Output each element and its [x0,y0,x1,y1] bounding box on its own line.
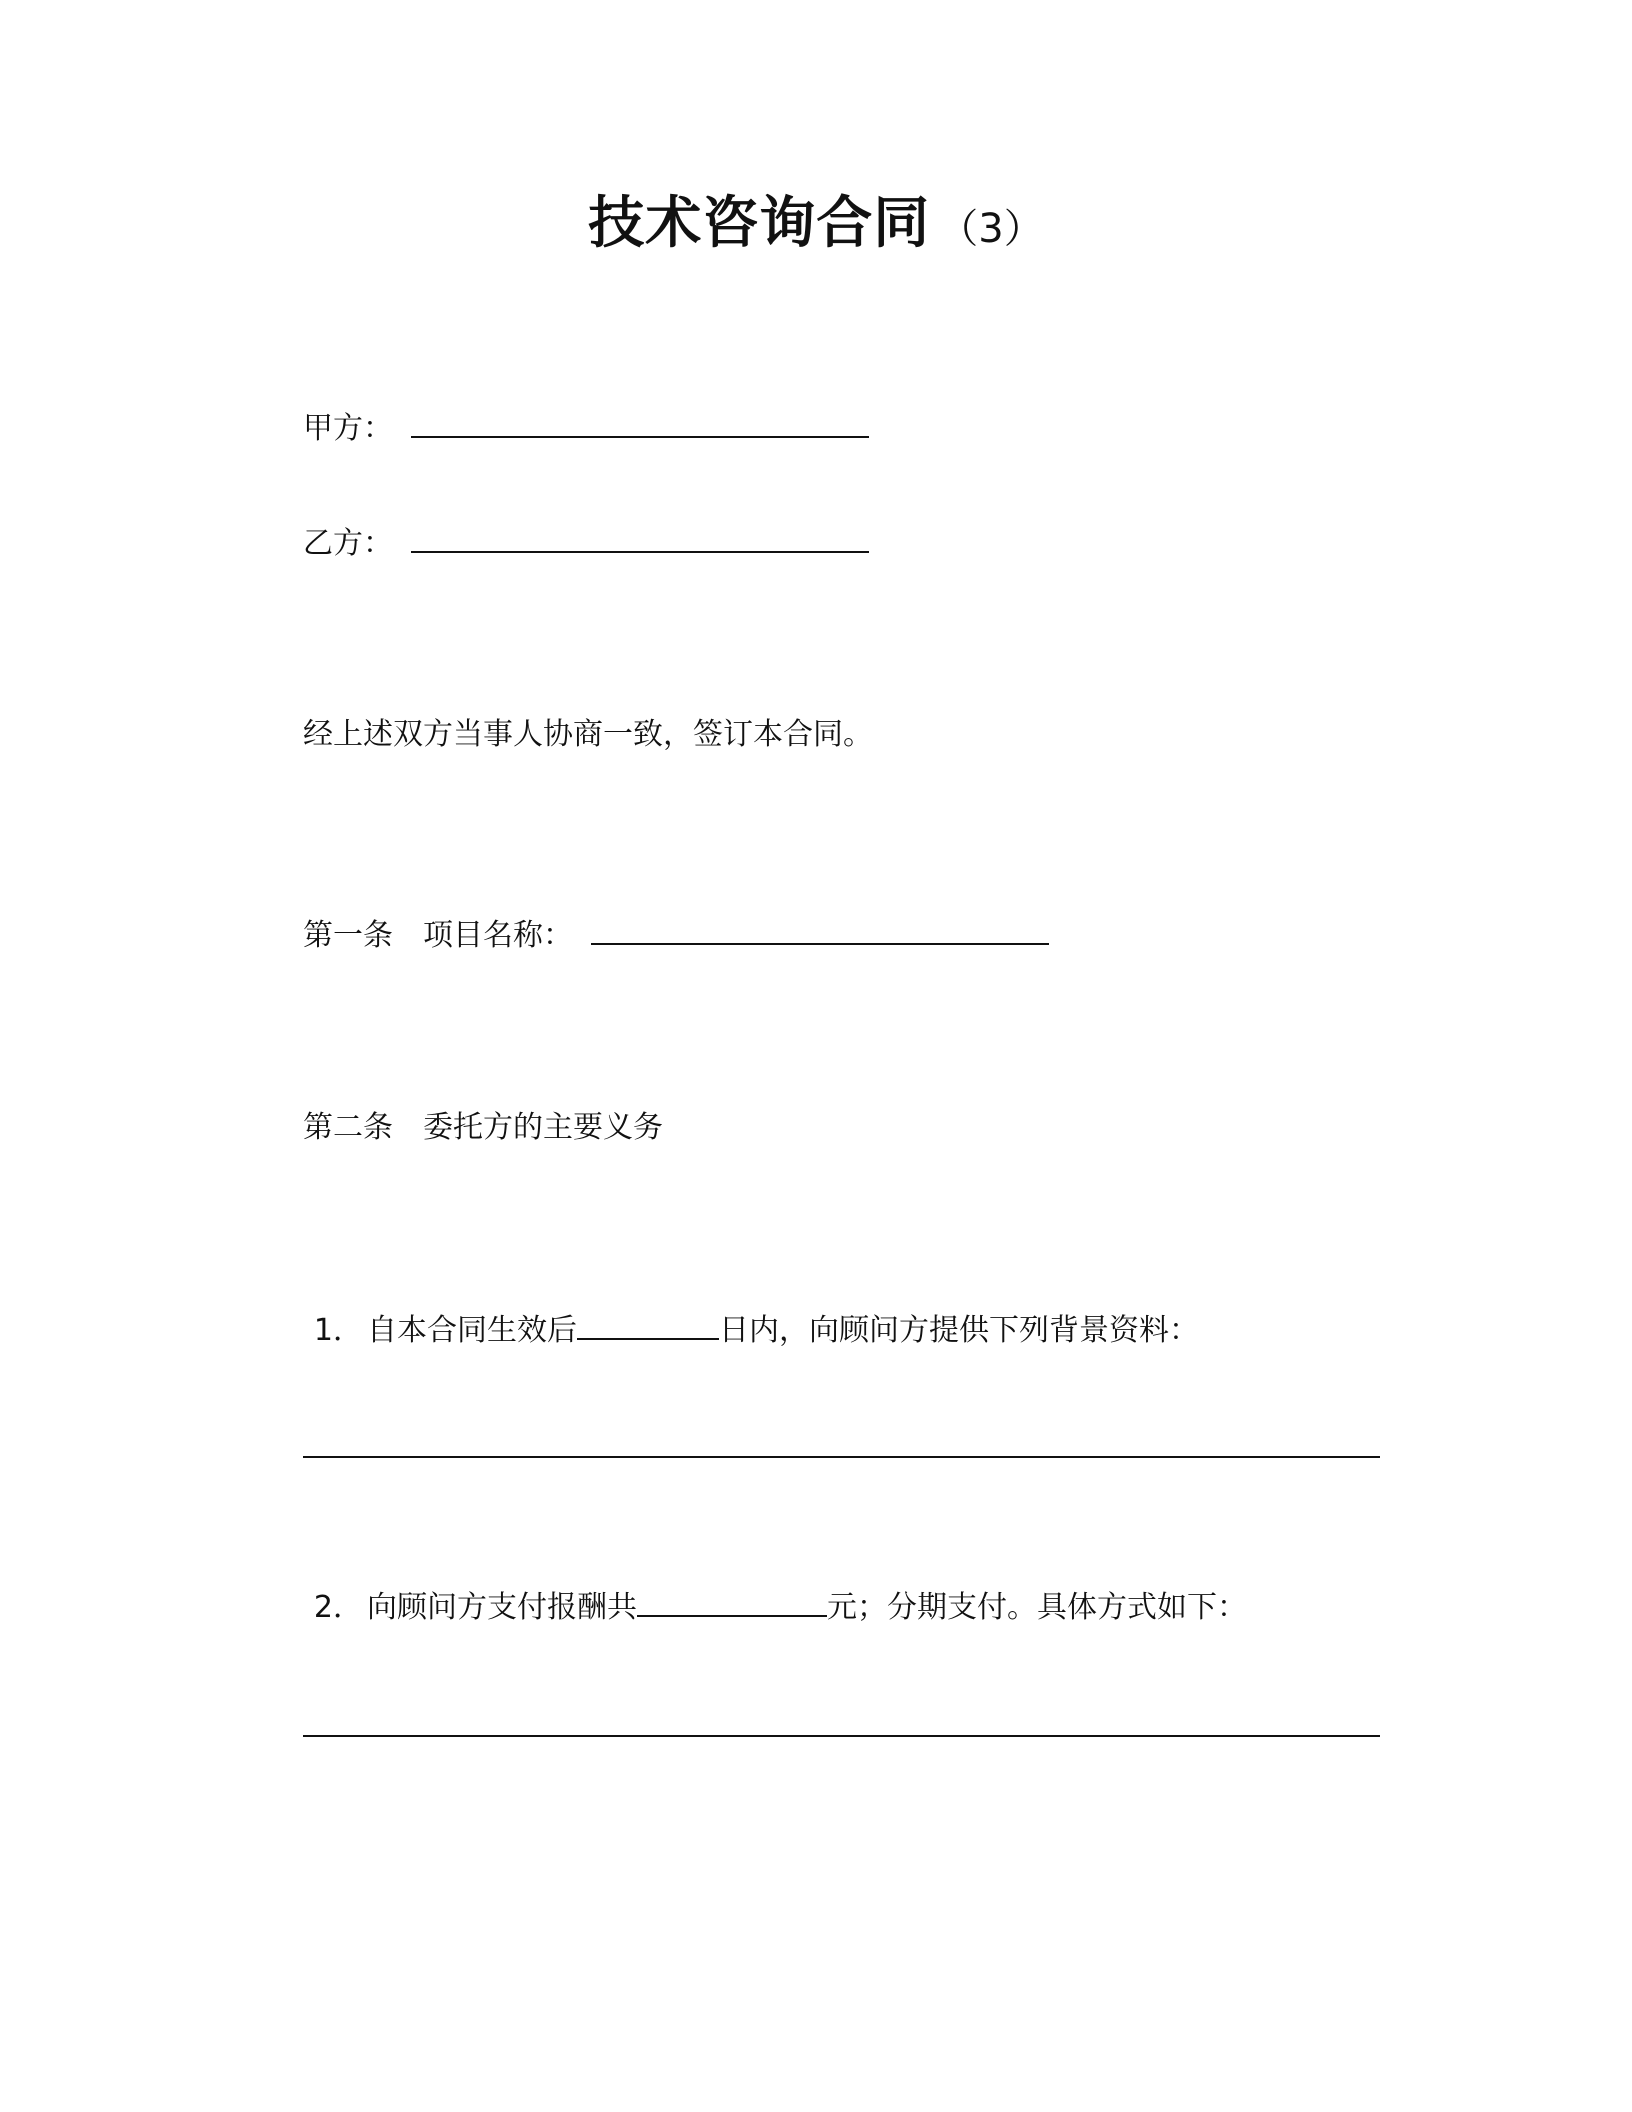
article-2-number: 第二条 [303,1110,393,1145]
days-blank[interactable] [577,1308,719,1340]
article-2-label: 委托方的主要义务 [423,1110,663,1145]
item-1-text-before: 自本合同生效后 [367,1313,577,1348]
title-main: 技术咨询合同 [588,191,931,256]
party-b-line [303,521,869,562]
article-1-label: 项目名称： [423,918,573,953]
item-2-text-before: 向顾问方支付报酬共 [367,1590,637,1625]
intro-paragraph: 经上述双方当事人协商一致，签订本合同。 [303,717,873,752]
party-a-line [303,406,869,447]
party-b-blank[interactable] [411,521,869,553]
item-2-number: 2． [313,1590,363,1625]
party-a-label: 甲方： [303,411,393,446]
project-name-blank[interactable] [591,913,1049,945]
article-1 [303,913,1049,954]
document-title [0,191,1632,256]
item-1 [303,1308,1199,1349]
item-2 [303,1585,1247,1626]
background-materials-blank[interactable] [303,1456,1380,1458]
title-suffix: （3） [938,206,1044,252]
party-a-blank[interactable] [411,406,869,438]
payment-amount-blank[interactable] [637,1585,827,1617]
item-1-text-after: 日内，向顾问方提供下列背景资料： [719,1313,1199,1348]
party-b-label: 乙方： [303,526,393,561]
article-2 [303,1110,663,1146]
item-2-text-after: 元；分期支付。具体方式如下： [827,1590,1247,1625]
item-1-number: 1． [313,1313,363,1348]
article-1-number: 第一条 [303,918,393,953]
payment-method-blank[interactable] [303,1735,1380,1737]
